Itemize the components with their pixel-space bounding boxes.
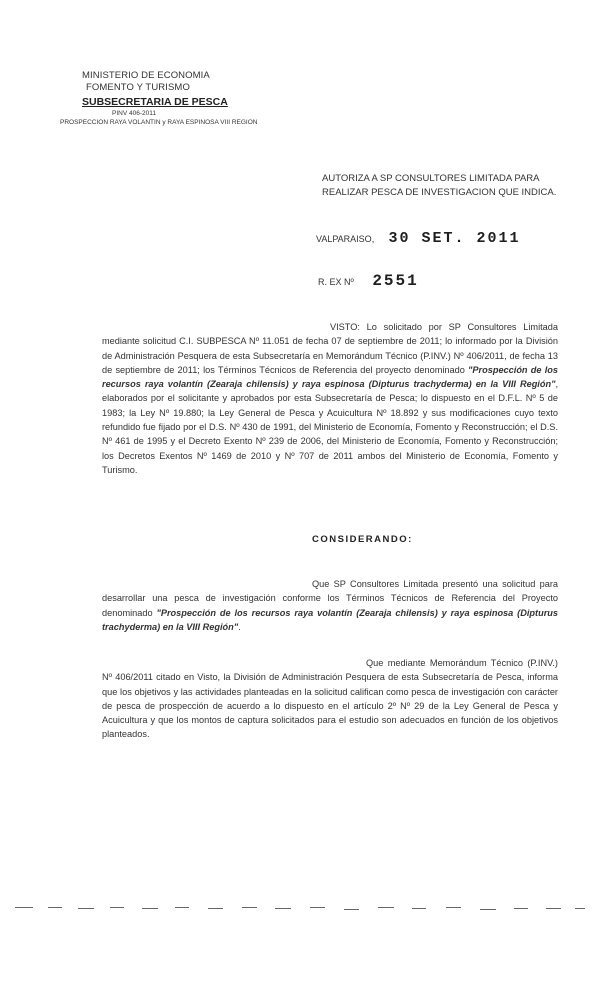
letterhead bbox=[60, 70, 282, 127]
visto-rest: , elaborados por el solicitante y aprobados por esta Subsecretaría de Pesca; lo dispuesto en el D.F.L. Nº 5 de 1983; la Ley Nº 19.880; la Ley General de Pesca y Acuicultura Nº 18.892 y sus modificaciones cuyo texto refundido fue fijado por el D.S. Nº 430 de 1991, del Ministerio de Economía, Fomento y Reconstrucción; el D.S. Nº 461 de 1995 y el Decreto Exento Nº 239 de 2006, del Ministerio de Economía, Fomento y Reconstrucción; los Decretos Exentos Nº 1469 de 2010 y Nº 707 de 2011 ambos del Ministerio de Economía, Fomento y Turismo. bbox=[102, 379, 558, 475]
date-line bbox=[316, 230, 521, 247]
scan-dash-line bbox=[10, 905, 590, 915]
considerando-1-lead: Que SP Consultores Limitada presentó una solicitud para desarrollar una pesca de investigación conforme los Términos Técnicos de Referencia del Proyecto denominado bbox=[102, 579, 558, 618]
resolution-number: 2551 bbox=[372, 272, 419, 290]
considerando-paragraph-2 bbox=[102, 656, 558, 742]
project-reference: PROSPECCION RAYA VOLANTIN y RAYA ESPINOSA VIII REGION bbox=[60, 119, 258, 126]
considerando-paragraph-1 bbox=[102, 577, 558, 634]
considerando-1-end: . bbox=[238, 621, 241, 632]
resolution-subject: AUTORIZA A SP CONSULTORES LIMITADA PARA REALIZAR PESCA DE INVESTIGACION QUE INDICA. bbox=[322, 173, 557, 198]
place-label: VALPARAISO, bbox=[316, 234, 375, 244]
resolution-number-line bbox=[318, 272, 419, 290]
considerando-heading: CONSIDERANDO: bbox=[312, 534, 413, 545]
subsecretaria-name: SUBSECRETARIA DE PESCA bbox=[82, 96, 228, 108]
rex-label: R. EX Nº bbox=[318, 277, 354, 287]
visto-lead: VISTO: Lo solicitado por SP Consultores Limitada mediante solicitud C.I. SUBPESCA Nº 11.051 de fecha 07 de septiembre de 2011; lo informado por la División de Administración Pesquera de esta Subsecretaría en Memorándum Técnico (P.INV.) Nº 406/2011, de fecha 13 de septiembre de 2011; los Términos Técnicos de Referencia del proyecto denominado bbox=[102, 322, 558, 375]
ministry-subname: FOMENTO Y TURISMO bbox=[86, 82, 190, 93]
visto-project-title: "Prospección de los recursos raya volantín (Zearaja chilensis) y raya espinosa (Dipturus trachyderma) en la VIII Región" bbox=[102, 364, 558, 390]
considerando-2-text: Que mediante Memorándum Técnico (P.INV.) Nº 406/2011 citado en Visto, la División de Administración Pesquera de esta Subsecretaría de Pesca, informa que los objetivos y las actividades planteadas en la solicitud califican como pesca de investigación con carácter de pesca de prospección de acuerdo a lo dispuesto en el artículo 2º Nº 29 de la Ley General de Pesca y Acuicultura y que los montos de captura solicitados para el estudio son adecuados en función de los objetivos planteados. bbox=[102, 658, 558, 740]
visto-paragraph bbox=[102, 320, 558, 477]
date-stamp: 30 SET. 2011 bbox=[388, 230, 521, 247]
ministry-name: MINISTERIO DE ECONOMIA bbox=[82, 70, 210, 81]
considerando-1-project-title: "Prospección de los recursos raya volantín (Zearaja chilensis) y raya espinosa (Dipturus trachyderma) en la VIII Región" bbox=[102, 607, 558, 632]
reference-code: PINV 406-2011 bbox=[112, 110, 156, 117]
